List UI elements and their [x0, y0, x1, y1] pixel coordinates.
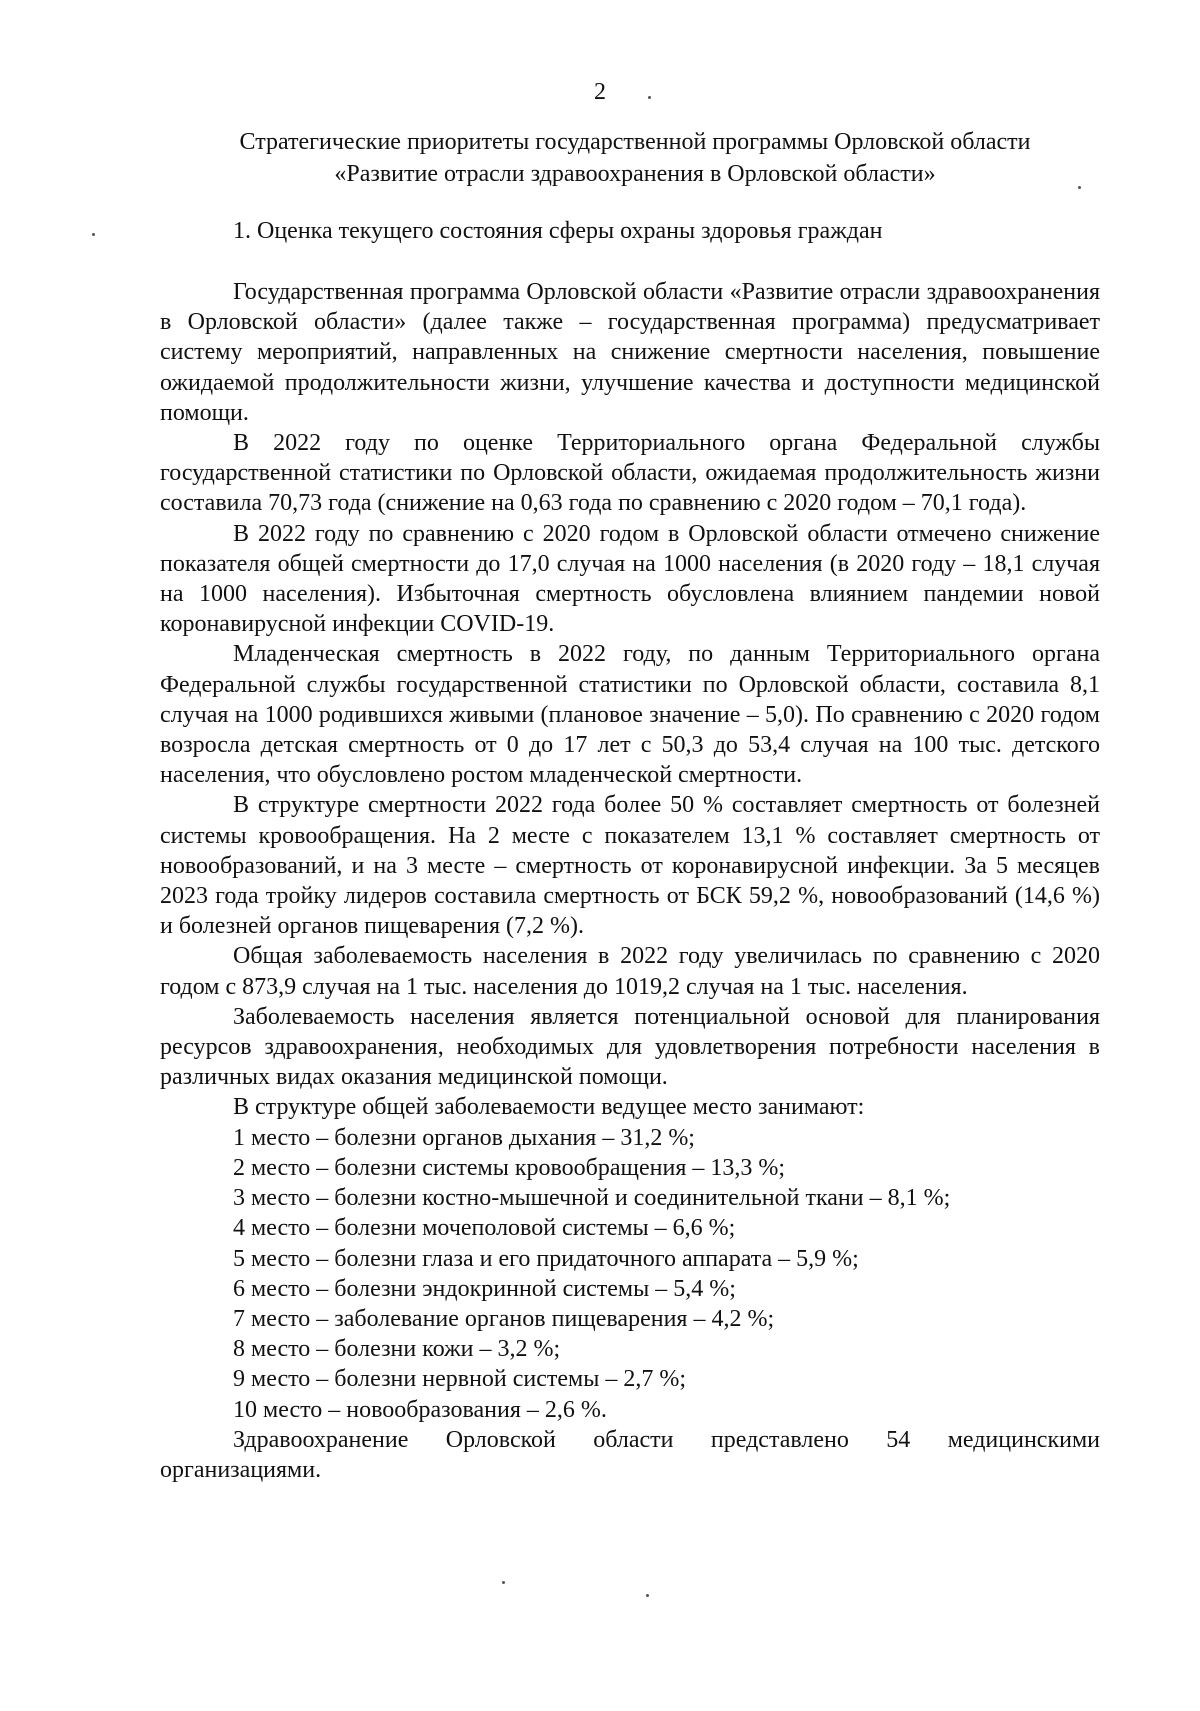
scan-speck [648, 96, 651, 99]
paragraph-program-overview: Государственная программа Орловской области «Развитие отрасли здравоохранения в Орловской области» (далее также – государственная программа) предусматривает систему мероприятий, направленных на снижение смертности населения, повышение ожидаемой продолжительности жизни, улучшение качества и доступности медицинской помощи. [160, 279, 1100, 426]
list-item: 1 место – болезни органов дыхания – 31,2 %; [233, 1124, 695, 1151]
title-line-2: «Развитие отрасли здравоохранения в Орловской области» [334, 161, 936, 187]
list-item: 10 место – новообразования – 2,6 %. [233, 1396, 607, 1423]
document-title [160, 126, 1110, 190]
paragraph-overall-mortality: В 2022 году по сравнению с 2020 годом в Орловской области отмечено снижение показателя общей смертности до 17,0 случая на 1000 населения (в 2020 году – 18,1 случая на 1000 населения). Избыточная смертность обусловлена влиянием пандемии новой коронавирусной инфекции COVID-19. [160, 520, 1100, 638]
paragraph-mortality-structure: В структуре смертности 2022 года более 50 % составляет смертность от болезней системы кровообращения. На 2 месте с показателем 13,1 % составляет смертность от новообразований, и на 3 месте – смертность от коронавирусной инфекции. За 5 месяцев 2023 года тройку лидеров составила смертность от БСК 59,2 %, новообразований (14,6 %) и болезней органов пищеварения (7,2 %). [160, 792, 1100, 940]
page-number: 2 [594, 79, 606, 105]
list-item: 9 место – болезни нервной системы – 2,7 %; [233, 1366, 687, 1393]
paragraph-morbidity-planning: Заболеваемость населения является потенциальной основой для планирования ресурсов здравоохранения, необходимых для удовлетворения потребности населения в различных видах оказания медицинской помощи. [160, 1003, 1100, 1091]
paragraph-life-expectancy: В 2022 году по оценке Территориального органа Федеральной службы государственной статистики по Орловской области, ожидаемая продолжительность жизни составила 70,73 года (снижение на 0,63 года по сравнению с 2020 годом – 70,1 года). [160, 430, 1100, 517]
scan-speck [92, 233, 95, 236]
list-item: 2 место – болезни системы кровообращения – 13,3 %; [233, 1154, 786, 1181]
list-item: 3 место – болезни костно-мышечной и соединительной ткани – 8,1 %; [233, 1185, 951, 1212]
paragraph-general-morbidity: Общая заболеваемость населения в 2022 году увеличилась по сравнению с 2020 годом с 873,9 случая на 1 тыс. населения до 1019,2 случая на 1 тыс. населения. [160, 943, 1100, 1000]
scan-speck [646, 1594, 649, 1597]
scan-speck [502, 1581, 505, 1584]
morbidity-ranking-list [160, 1123, 1100, 1425]
scan-speck [1078, 186, 1081, 189]
list-item: 4 место – болезни мочеполовой системы – 6,6 %; [233, 1215, 736, 1242]
document-body [160, 277, 1100, 1485]
list-item: 7 место – заболевание органов пищеварения – 4,2 %; [233, 1305, 775, 1332]
list-item: 8 место – болезни кожи – 3,2 %; [233, 1336, 561, 1363]
paragraph-medical-organizations: Здравоохранение Орловской области представлено 54 медицинскими организациями. [160, 1426, 1100, 1483]
section-heading: 1. Оценка текущего состояния сферы охраны здоровья граждан [233, 218, 883, 244]
title-line-1: Стратегические приоритеты государственной программы Орловской области [239, 129, 1031, 155]
paragraph-morbidity-structure-intro: В структуре общей заболеваемости ведущее место занимают: [233, 1094, 865, 1121]
paragraph-infant-mortality: Младенческая смертность в 2022 году, по данным Территориального органа Федеральной службы государственной статистики по Орловской области, составила 8,1 случая на 1000 родившихся живыми (плановое значение – 5,0). По сравнению с 2020 годом возросла детская смертность от 0 до 17 лет с 50,3 до 53,4 случая на 100 тыс. детского населения, что обусловлено ростом младенческой смертности. [160, 641, 1100, 789]
list-item: 5 место – болезни глаза и его придаточного аппарата – 5,9 %; [233, 1245, 859, 1272]
list-item: 6 место – болезни эндокринной системы – 5,4 %; [233, 1275, 736, 1302]
